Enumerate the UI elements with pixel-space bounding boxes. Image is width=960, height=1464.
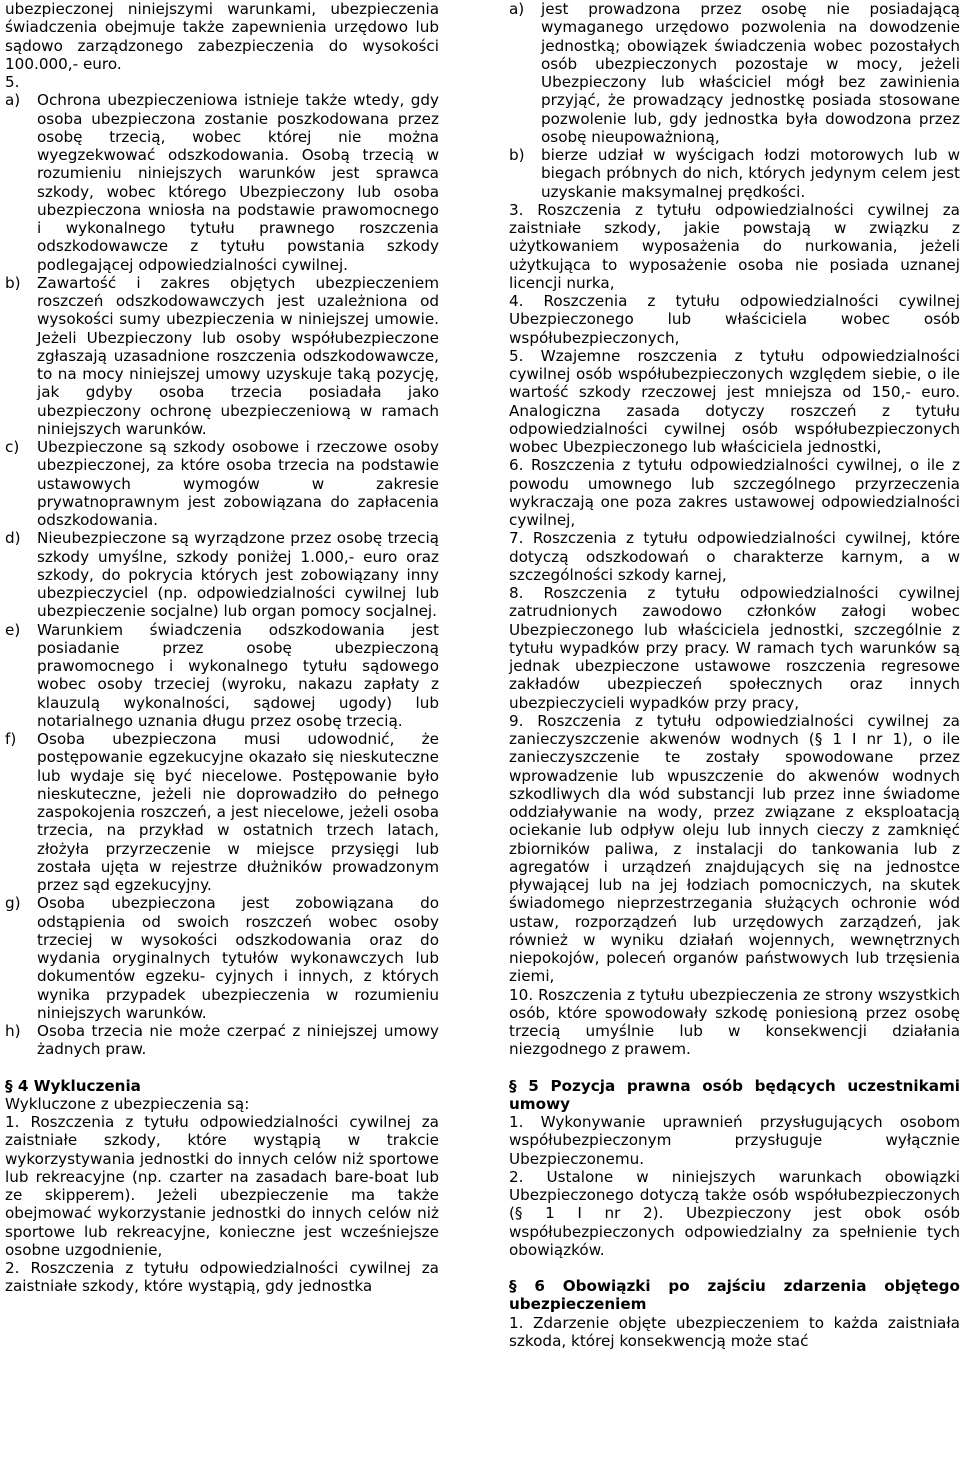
list-item (5, 529, 439, 620)
section-5-heading: § 5 Pozycja prawna osób będących uczestnikami umowy (509, 1076, 960, 1113)
section-6-paragraph-1: 1. Zdarzenie objęte ubezpieczeniem to każda zaistniała szkoda, której konsekwencją może stać (509, 1313, 960, 1350)
item-text: Ochrona ubezpieczeniowa istnieje także wtedy, gdy osoba ubezpieczona zostanie poszkodowana przez osobę trzecią, wobec której nie można wyegzekwować odszkodowania. Osobą trzecią w rozumieniu niniejszych warunków jest sprawca szkody, wobec którego Ubezpieczony lub osoba ubezpieczona wniosła na podstawie prawomocnego i wykonalnego tytułu prawnego roszczenia odszkodowawcze z tytułu powstania szkody podlegającej odpowiedzialności cywilnej. (37, 91, 439, 274)
list-item (5, 730, 439, 894)
item-text: Ubezpieczone są szkody osobowe i rzeczowe osoby ubezpieczonej, za które osoba trzecia na podstawie ustawowych wymogów w zakresie prywatnoprawnym jest zobowiązana do zapłacenia odszkodowania. (37, 438, 439, 529)
intro-paragraph: ubezpieczonej niniejszymi warunkami, ubezpieczenia świadczenia obejmuje także zapewnienia urzędowo lub sądowo zarządzonego zabezpieczenia do wysokości 100.000,- euro. (5, 0, 439, 73)
section-6-heading: § 6 Obowiązki po zajściu zdarzenia objętego ubezpieczeniem (509, 1277, 960, 1314)
item-marker: h) (5, 1022, 21, 1040)
section-4-paragraph-1: 1. Roszczenia z tytułu odpowiedzialności cywilnej za zaistniałe szkody, które wystąpią w trakcie wykorzystywania jednostki do innych celów niż sportowe lub rekreacyjne (np. czarter na zasadach bare-boat lub ze skipperem). Jeżeli ubezpieczenie ma także obejmować wykorzystanie jednostki do innych celów niż sportowe lub rekreacyjne, konieczne jest wcześniejsze osobne uzgodnienie, (5, 1113, 439, 1259)
section-4-heading: § 4 Wykluczenia (5, 1076, 141, 1095)
section-4-paragraph-2: 2. Roszczenia z tytułu odpowiedzialności cywilnej za zaistniałe szkody, które wystąpią, gdy jednostka (5, 1259, 439, 1296)
item-text: jest prowadzona przez osobę nie posiadającą wymaganego urzędowo pozwolenia na dowodzenie jednostką; obowiązek świadczenia wobec pozostałych osób ubezpieczonych pozostaje w mocy, jeżeli Ubezpieczony lub właściciel mógł bez zawinienia przyjąć, że prowadzący jednostkę posiada stosowane pozwolenie lub, gdy jednostka była dowodzona przez osobę nieupoważnioną, (541, 0, 960, 146)
list-item (5, 438, 439, 529)
exclusion-paragraph: 4. Roszczenia z tytułu odpowiedzialności cywilnej Ubezpieczonego lub właściciela wobec osób współubezpieczonych, (509, 292, 960, 347)
list-item (5, 621, 439, 731)
list-item (509, 146, 960, 201)
item-text: Osoba trzecia nie może czerpać z niniejszej umowy żadnych praw. (37, 1022, 439, 1059)
exclusion-paragraph: 5. Wzajemne roszczenia z tytułu odpowiedzialności cywilnej osób współubezpieczonych względem siebie, o ile wartość szkody rzeczowej jest mniejsza od 150,- euro. Analogiczna zasada dotyczy roszczeń z tytułu odpowiedzialności cywilnej osób współubezpieczonych wobec Ubezpieczonego lub właściciela jednostki, (509, 346, 960, 456)
item-text: Osoba ubezpieczona jest zobowiązana do odstąpienia od swoich roszczeń wobec osoby trzeciej w wysokości odszkodowania oraz do wydania oryginalnych tytułów wykonawczych lub dokumentów egzeku- cyjnych i innych, z których wynika przypadek ubezpieczenia w rozumieniu niniejszych warunków. (37, 894, 439, 1022)
list-item (5, 894, 439, 1022)
list-item (509, 0, 960, 146)
exclusion-paragraph: 8. Roszczenia z tytułu odpowiedzialności cywilnej zatrudnionych zawodowo członków załogi wobec Ubezpieczonego lub właściciela jednostki, szczególnie z tytułu wypadków przy pracy. W ramach tych warunków są jednak ubezpieczone ustawowe roszczenia regresowe zakładów ubezpieczeń społecznych oraz innych ubezpieczycieli wypadków przy pracy, (509, 584, 960, 712)
section-5-paragraph-2: 2. Ustalone w niniejszych warunkach obowiązki Ubezpieczonego dotyczą także osób współubezpieczonych (§ 1 I nr 2). Ubezpieczony jest obok osób współubezpieczonych odpowiedzialny za spełnienie tych obowiązków. (509, 1167, 960, 1259)
item-text: Warunkiem świadczenia odszkodowania jest posiadanie przez osobę ubezpieczoną prawomocnego i wykonalnego tytułu sądowego wobec osoby trzeciej (wyroku, nakazu zapłaty z klauzulą wykonalności, sądowej ugody) lub notarialnego uznania długu przez osobę trzecią. (37, 620, 439, 730)
item-text: Osoba ubezpieczona musi udowodnić, że postępowanie egzekucyjne okazało się nieskuteczne lub wydaje się być niecelowe. Postępowanie było nieskuteczne, jeżeli nie doprowadziło do pełnego zaspokojenia roszczeń, a jest niecelowe, jeżeli osoba trzecia, na przykład w ostatnich trzech latach, złożyła przyrzeczenie w miejsce przysięgi lub została ujęta w rejestrze dłużników prowadzonym przez sąd egzekucyjny. (37, 730, 439, 894)
item-text: Nieubezpieczone są wyrządzone przez osobę trzecią szkody umyślne, szkody poniżej 1.000,- euro oraz szkody, do pokrycia których jest zobowiązany inny ubezpieczyciel (np. odpowiedzialności cywilnej lub ubezpieczenie socjalne) lub organ pomocy socjalnej. (37, 529, 439, 621)
exclusion-paragraph: 9. Roszczenia z tytułu odpowiedzialności cywilnej za zanieczyszczenie akwenów wodnych (§ 1 I nr 1), o ile zanieczyszczenie te zostały spowodowane przez wprowadzenie lub wpuszczenie do akwenów wodnych szkodliwych dla wód substancji lub przez inne świadome oddziaływanie na wody, przez związane z eksploatacją ociekanie lub odpływ oleju lub innych cieczy z zamknięć zbiorników paliwa, z instalacji do tankowania lub z agregatów i urządzeń znajdujących się na jednostce pływającej lub na jej łodziach pomocniczych, na skutek świadomego nieprzestrzegania służących ochronie wód ustaw, rozporządzeń lub urzędowych zarządzeń, jak również w wyniku działań wojennych, wewnętrznych niepokojów, poleceń organów państwowych lub trzęsienia ziemi, (509, 711, 960, 986)
item-marker: e) (5, 620, 21, 639)
right-column (509, 0, 960, 1350)
item-marker: f) (5, 730, 17, 748)
exclusion-paragraph: 7. Roszczenia z tytułu odpowiedzialności cywilnej, które dotyczą odszkodowań o charakterze karnym, a w szczególności szkody karnej, (509, 529, 960, 584)
exclusion-paragraph: 3. Roszczenia z tytułu odpowiedzialności cywilnej za zaistniałe szkody, jakie powstają w związku z użytkowaniem wyposażenia do nurkowania, jeżeli użytkująca to wyposażenie osoba nie posiada uznanej licencji nurka, (509, 200, 960, 292)
exclusion-paragraph: 10. Roszczenia z tytułu ubezpieczenia ze strony wszystkich osób, które spowodowały szkodę poniesioną przez osobę trzecią umyślnie lub w konsekwencji działania niezgodnego z prawem. (509, 985, 960, 1059)
item-marker: b) (509, 146, 525, 164)
section-4-intro: Wykluczone z ubezpieczenia są: (5, 1094, 250, 1113)
exclusion-paragraph: 6. Roszczenia z tytułu odpowiedzialności cywilnej, o ile z powodu umownego lub szczególnego przyrzeczenia wykraczają one poza zakres ustawowej odpowiedzialności cywilnej, (509, 456, 960, 529)
left-column (5, 0, 439, 1296)
list-item (5, 91, 439, 274)
item-marker: b) (5, 273, 21, 292)
item-marker: a) (5, 91, 21, 110)
item-text: Zawartość i zakres objętych ubezpieczeniem roszczeń odszkodowawczych jest uzależniona od wysokości sumy ubezpieczenia w niniejszej umowie. Jeżeli Ubezpieczony lub osoby współubezpieczone zgłaszają uzasadnione roszczenia odszkodowawcze, to na mocy niniejszej umowy uzyskuje taką pozycję, jak gdyby osoba trzecia posiadała jako ubezpieczony ochronę ubezpieczeniową w ramach niniejszych warunków. (37, 273, 439, 438)
section-5-number: 5. (5, 73, 20, 91)
section-5-paragraph-1: 1. Wykonywanie uprawnień przysługujących osobom współubezpieczonym przysługuje wyłącznie Ubezpieczonemu. (509, 1113, 960, 1168)
list-item (5, 274, 439, 438)
item-marker: g) (5, 894, 21, 913)
item-marker: c) (5, 438, 20, 456)
list-item (5, 1022, 439, 1059)
item-marker: d) (5, 529, 21, 548)
item-text: bierze udział w wyścigach łodzi motorowych lub w biegach próbnych do nich, których jedynym celem jest uzyskanie maksymalnej prędkości. (541, 146, 960, 201)
item-marker: a) (509, 0, 525, 18)
